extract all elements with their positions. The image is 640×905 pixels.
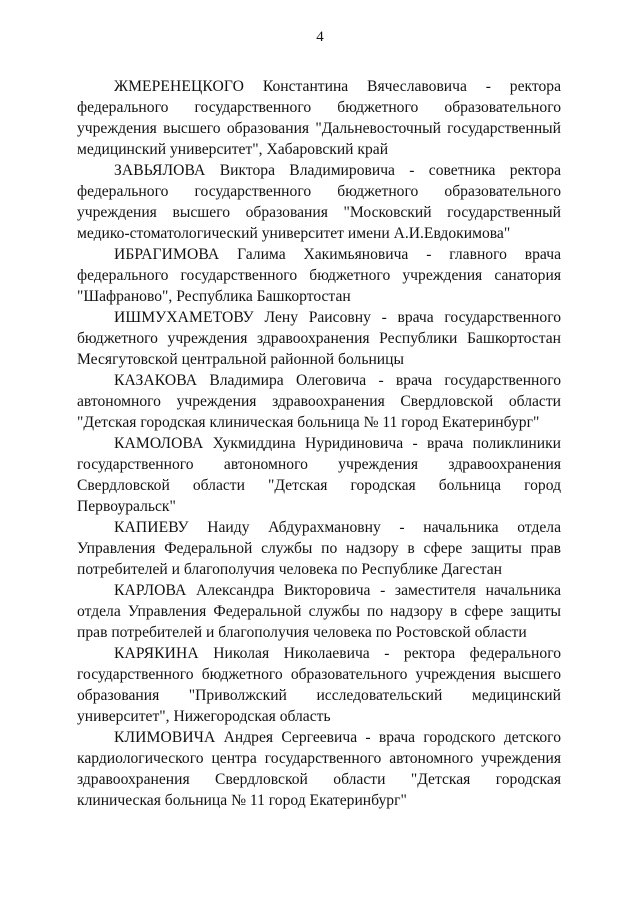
entry-text: Константина Вячеславовича - ректора федерального государственного бюджетного образовательного учреждения высшего образования "Дальневосточный государственный медицинский университет", Хабаровский край [77, 78, 561, 158]
list-entry [77, 307, 561, 370]
entry-text: Александра Викторовича - заместителя начальника отдела Управления Федеральной службы по надзору в сфере защиты прав потребителей и благополучия человека по Ростовской области [77, 582, 561, 641]
entry-text: Николая Николаевича - ректора федерального государственного бюджетного образовательного учреждения высшего образования "Приволжский исследовательский медицинский университет", Нижегородская область [77, 645, 561, 725]
entry-surname: ИШМУХАМЕТОВУ [114, 309, 254, 326]
entry-surname: ЗАВЬЯЛОВА [114, 162, 206, 179]
entry-text: Наиду Абдурахмановну - начальника отдела Управления Федеральной службы по надзору в сфере защиты прав потребителей и благополучия человека по Республике Дагестан [77, 519, 562, 578]
entry-surname: КАМОЛОВА [114, 435, 204, 452]
entry-surname: ИБРАГИМОВА [114, 246, 220, 263]
entry-surname: КАРЛОВА [114, 582, 187, 599]
entry-text: Лену Раисовну - врача государственного бюджетного учреждения здравоохранения Республики Башкортостан Месягутовской центральной районной больницы [77, 309, 561, 368]
list-entry [77, 160, 561, 244]
entry-text: Галима Хакимьяновича - главного врача федерального государственного бюджетного учреждения санатория "Шафраново", Республика Башкортостан [77, 246, 561, 305]
entry-surname: КАПИЕВУ [114, 519, 189, 536]
entry-text: Андрея Сергеевича - врача городского детского кардиологического центра государственного автономного учреждения здравоохранения Свердловской области "Детская городская клиническая больница № 11 город Екатеринбург" [77, 729, 561, 809]
list-entry [77, 244, 561, 307]
list-entry [77, 370, 561, 433]
award-list [77, 76, 561, 811]
page-number: 4 [316, 29, 324, 45]
list-entry [77, 643, 561, 727]
list-entry [77, 727, 561, 811]
entry-surname: КЛИМОВИЧА [114, 729, 216, 746]
entry-surname: КАРЯКИНА [114, 645, 199, 662]
list-entry [77, 517, 561, 580]
list-entry [77, 433, 561, 517]
entry-text: Владимира Олеговича - врача государственного автономного учреждения здравоохранения Свердловской области "Детская городская клиническая больница № 11 город Екатеринбург" [77, 372, 561, 431]
entry-surname: ЖМЕРЕНЕЦКОГО [114, 78, 244, 95]
entry-text: Виктора Владимировича - советника ректора федерального государственного бюджетного образовательного учреждения высшего образования "Московский государственный медико-стоматологический университет имени А.И.Евдокимова" [77, 162, 562, 242]
list-entry [77, 76, 561, 160]
list-entry [77, 580, 561, 643]
entry-surname: КАЗАКОВА [114, 372, 198, 389]
entry-text: Хукмиддина Нуридиновича - врача поликлиники государственного автономного учреждения здравоохранения Свердловской области "Детская городская больница город Первоуральск" [77, 435, 562, 515]
